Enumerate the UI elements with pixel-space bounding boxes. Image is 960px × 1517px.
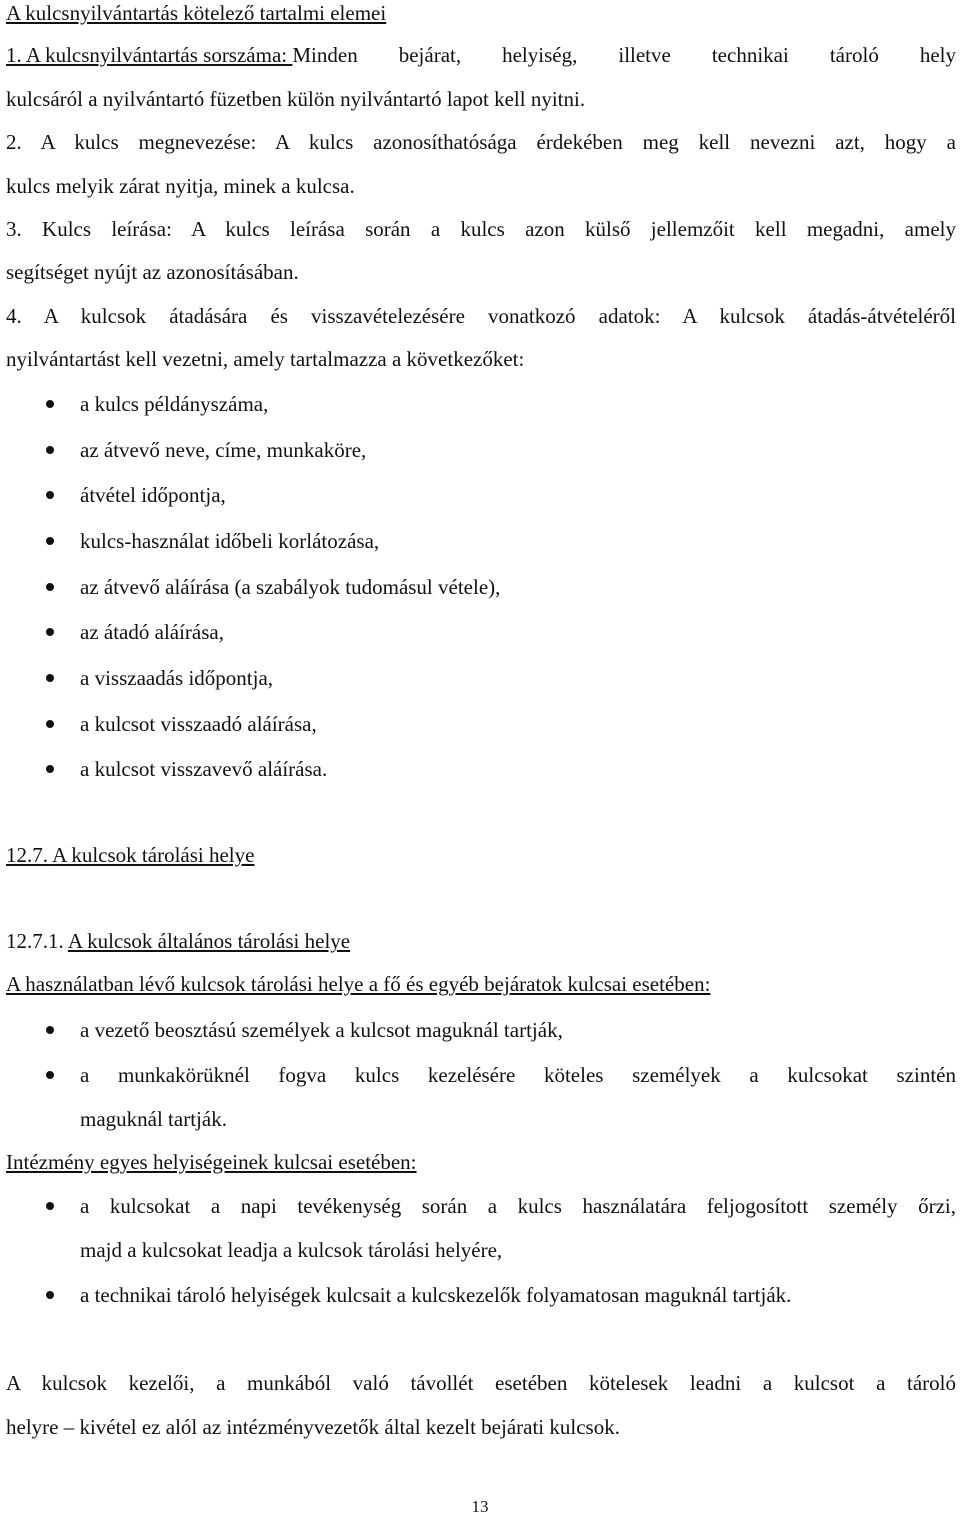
bullet-icon [46,583,54,591]
list-item: a kulcsot visszavevő aláírása. [80,757,328,781]
list-item: a kulcs példányszáma, [80,392,269,416]
list-item-continuation: majd a kulcsokat leadja a kulcsok tárolási helyére, [80,1238,503,1262]
section-12-7-1-heading [6,928,350,954]
item-3-line-2: segítséget nyújt az azonosításában. [6,260,299,284]
item-4-line-2: nyilvántartást kell vezetni, amely tartalmazza a következőket: [6,347,525,371]
section-number: 12.7.1. [6,929,68,953]
list-item: a munkakörüknél fogva kulcs kezelésére köteles személyek a kulcsokat szintén [80,1063,956,1087]
bullet-icon [46,720,54,728]
page-heading: A kulcsnyilvántartás kötelező tartalmi elemei [6,1,387,25]
closing-line-1: A kulcsok kezelői, a munkából való távollét esetében kötelesek leadni a kulcsot a tároló [6,1371,956,1395]
list-item: az átvevő neve, címe, munkaköre, [80,438,367,462]
section-12-7-heading [6,842,254,868]
bullet-icon [46,1026,54,1034]
list-item: a visszaadás időpontja, [80,666,274,690]
bullet-icon [46,1291,54,1299]
bullet-icon [46,628,54,636]
bullet-icon [46,400,54,408]
list-item: a kulcsokat a napi tevékenység során a kulcs használatára feljogosított személy őrzi, [80,1194,956,1218]
rooms-heading: Intézmény egyes helyiségeinek kulcsai esetében: [6,1150,417,1174]
bullet-icon [46,537,54,545]
section-number: 12.7. [6,843,53,867]
bullet-icon [46,1202,54,1210]
bullet-icon [46,674,54,682]
list-item: az átadó aláírása, [80,620,224,644]
item-2-line-2: kulcs melyik zárat nyitja, minek a kulcsa. [6,174,355,198]
section-title: A kulcsok tárolási helye [52,843,255,867]
list-item: a technikai tároló helyiségek kulcsait a kulcskezelők folyamatosan maguknál tartják. [80,1283,792,1307]
bullet-icon [46,446,54,454]
bullet-icon [46,765,54,773]
list-item: átvétel időpontja, [80,483,226,507]
list-item: a kulcsot visszaadó aláírása, [80,712,317,736]
item-3-line-1: 3. Kulcs leírása: A kulcs leírása során a kulcs azon külső jellemzőit kell megadni, amely [6,217,956,241]
page-number: 13 [471,1497,489,1516]
section-title: A kulcsok általános tárolási helye [67,929,351,953]
list-item: kulcs-használat időbeli korlátozása, [80,529,380,553]
bullet-icon [46,491,54,499]
list-item: az átvevő aláírása (a szabályok tudomásul vétele), [80,575,501,599]
item-1-line-1 [6,42,956,68]
item-4-line-1: 4. A kulcsok átadására és visszavételezésére vonatkozó adatok: A kulcsok átadás-átvételéről [6,304,956,328]
list-item: a vezető beosztású személyek a kulcsot maguknál tartják, [80,1018,563,1042]
general-entrances-heading: A használatban lévő kulcsok tárolási helye a fő és egyéb bejáratok kulcsai esetében: [6,972,711,996]
closing-line-2: helyre – kivétel ez alól az intézményvezetők által kezelt bejárati kulcsok. [6,1415,620,1439]
bullet-icon [46,1071,54,1079]
item-2-line-1: 2. A kulcs megnevezése: A kulcs azonosíthatósága érdekében meg kell nevezni azt, hogy a [6,130,956,154]
item-1-label: 1. A kulcsnyilvántartás sorszáma: [6,43,293,67]
item-1-line-2: kulcsáról a nyilvántartó füzetben külön nyilvántartó lapot kell nyitni. [6,87,586,111]
list-item-continuation: maguknál tartják. [80,1107,227,1131]
item-1-text: Minden bejárat, helyiség, illetve technikai tároló hely [292,43,956,67]
